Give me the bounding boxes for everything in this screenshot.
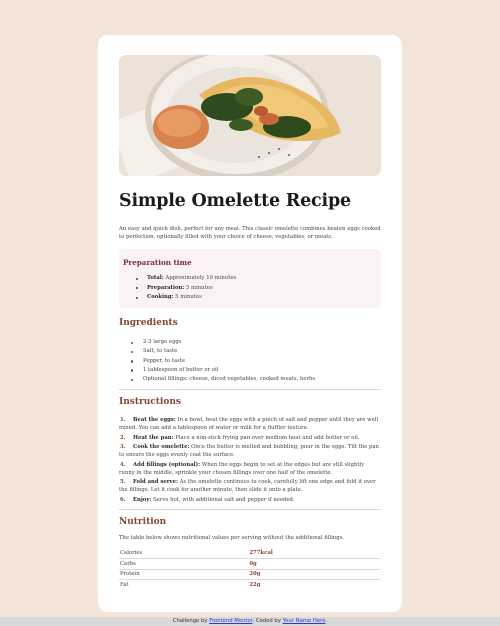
instruction-step: 4. Add fillings (optional): When the eggs begin to set at the edges but are still slightly runny in the middle, sprinkle your chosen fillings over one half of the omelette. <box>119 461 365 476</box>
nutrient-name: Protein <box>119 569 249 580</box>
divider <box>119 509 381 510</box>
nutrient-value: 277kcal <box>249 548 381 559</box>
frontend-mentor-link[interactable]: Frontend Mentor <box>209 618 253 624</box>
preparation-item: Total: Approximately 10 minutes <box>135 274 236 284</box>
instruction-step: 6. Enjoy: Serve hot, with additional salt and pepper if needed. <box>120 496 295 503</box>
preparation-heading: Preparation time <box>123 258 192 267</box>
recipe-intro: An easy and quick dish, perfect for any meal. This classic omelette combines beaten eggs cooked to perfection, optionally filled with your choice of cheese, vegetables, or meats. <box>119 226 381 240</box>
nutrient-value: 22g <box>249 582 261 588</box>
nutrient-name: Carbs <box>119 559 249 570</box>
ingredient-item: 2-3 large eggs <box>131 338 315 347</box>
instructions-list <box>119 416 381 505</box>
table-row <box>119 580 381 591</box>
instruction-step: 1. Beat the eggs: In a bowl, beat the eggs with a pinch of salt and pepper until they are well mixed. You can add a tablespoon of water or milk for a fluffier texture. <box>119 417 379 431</box>
ingredient-item: Pepper, to taste <box>131 357 315 366</box>
divider <box>119 389 381 390</box>
omelette-plate-image <box>119 55 381 176</box>
table-row <box>119 569 381 580</box>
attribution-footer: Challenge by Frontend Mentor. Coded by Your Name Here. <box>0 617 500 626</box>
preparation-item: Cooking: 5 minutes <box>135 293 236 303</box>
ingredient-item: Optional fillings: cheese, diced vegetables, cooked meats, herbs <box>131 375 315 384</box>
recipe-card <box>98 35 402 612</box>
table-row <box>119 548 381 559</box>
table-row <box>119 559 381 570</box>
nutrient-name: Fat <box>120 582 129 588</box>
preparation-item: Preparation: 5 minutes <box>135 284 236 294</box>
ingredients-list <box>131 338 315 384</box>
nutrition-heading: Nutrition <box>119 517 167 527</box>
author-link[interactable]: Your Name Here <box>282 618 326 624</box>
preparation-list <box>135 274 236 303</box>
ingredients-heading: Ingredients <box>119 318 178 328</box>
preparation-box <box>119 249 381 308</box>
ingredient-item: Salt, to taste <box>131 347 315 356</box>
nutrient-value: 0g <box>249 559 381 570</box>
instruction-step: 5. Fold and serve: As the omelette continues to cook, carefully lift one edge and fold it over the fillings. Let it cook for another minute, then slide it onto a plate. <box>119 479 376 493</box>
instruction-step: 3. Cook the omelette: Once the butter is melted and bubbling, pour in the eggs. Tilt the pan to ensure the eggs evenly coat the surface. <box>119 444 379 458</box>
instruction-step: 2. Heat the pan: Place a non-stick frying pan over medium heat and add butter or oil. <box>120 434 360 441</box>
ingredient-item: 1 tablespoon of butter or oil <box>131 366 315 375</box>
nutrient-name: Calories <box>119 548 249 559</box>
instructions-heading: Instructions <box>119 397 181 407</box>
nutrition-table <box>119 548 381 590</box>
nutrition-description: The table below shows nutritional values per serving without the additional fillings. <box>119 535 345 541</box>
nutrient-value: 20g <box>249 569 381 580</box>
recipe-title: Simple Omelette Recipe <box>119 191 351 211</box>
